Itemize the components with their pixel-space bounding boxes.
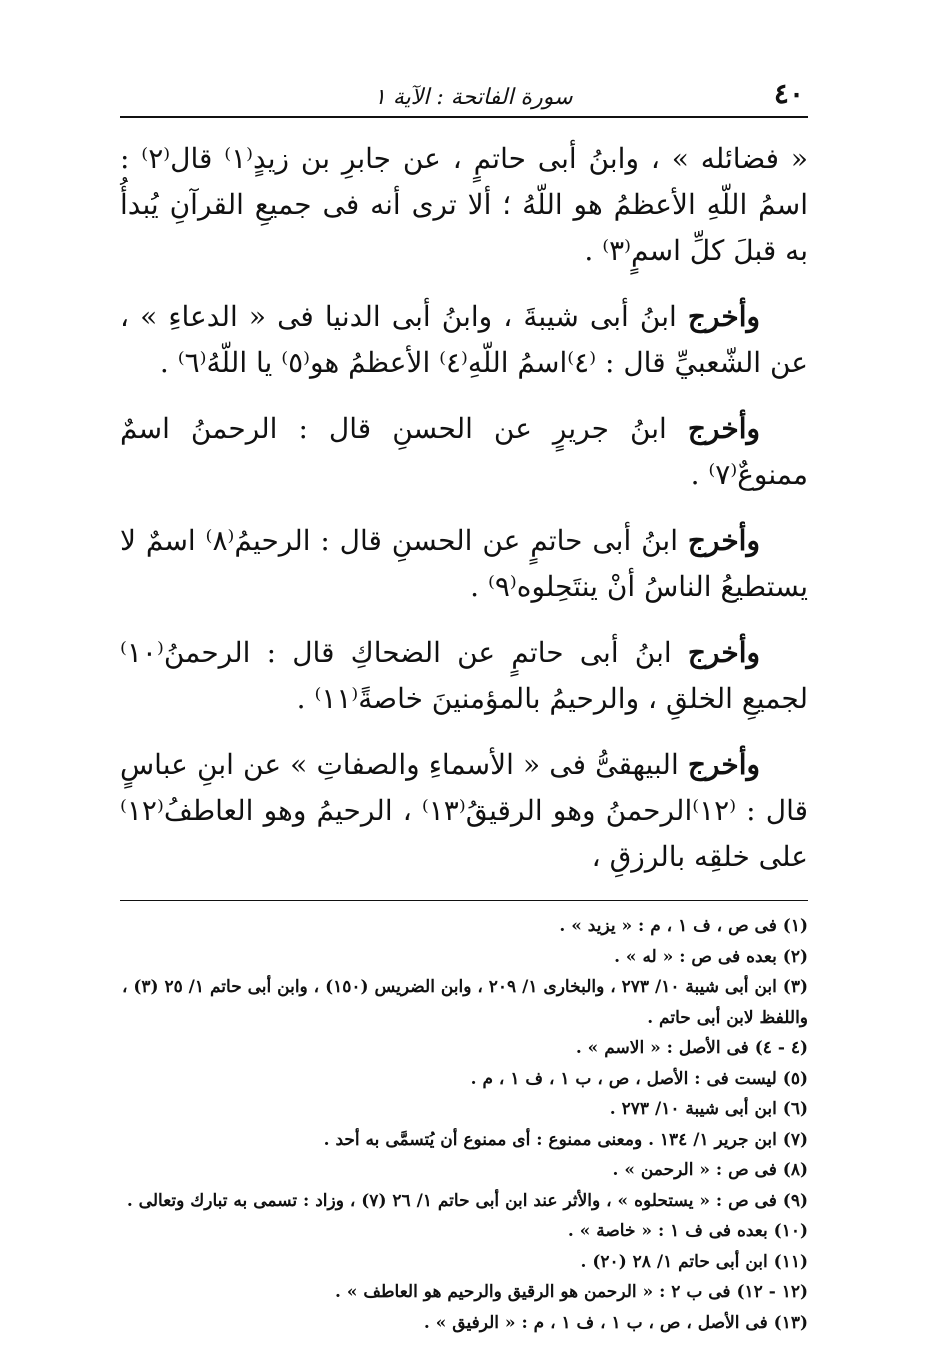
paragraph [120, 630, 808, 722]
paragraph-lead: وأخرج [687, 748, 760, 781]
footnote: (٤ - ٤) فى الأصل : « الاسم » . [575, 1038, 808, 1058]
main-text [120, 136, 808, 880]
book-page [120, 60, 808, 1338]
footnote: (٥) ليست فى : الأصل ، ص ، ب ١ ، ف ١ ، م . [470, 1068, 808, 1089]
footnote: (٣) ابن أبى شيبة ١٠/ ٢٧٣ ، والبخارى ١/ ٢٠٩ ، وابن الضريس (١٥٠) ، وابن أبى حاتم ١/ ٢٥ (٣) ، واللفظ لابن أبى حاتم . [121, 977, 808, 1028]
paragraph-text: ابنُ أبى شيبةَ ، وابنُ أبى الدنيا فى « الدعاءِ » ، عن الشّعبيِّ قال : ⁽٤⁾اسمُ اللّهِ⁽٤⁾ الأعظمُ هو⁽٥⁾ يا اللّهُ⁽٦⁾ . [120, 300, 808, 379]
paragraph-lead: وأخرج [687, 524, 760, 557]
paragraph-text: البيهقىُّ فى « الأسماءِ والصفاتِ » عن ابنِ عباسٍ قال : ⁽١٢⁾الرحمنُ وهو الرقيقُ⁽١٣⁾ ، الرحيمُ وهو العاطفُ⁽١٢⁾ على خلقِه بالرزقِ ، [120, 748, 808, 873]
footnote-divider [120, 900, 808, 901]
paragraph-text: « فضائله » ، وابنُ أبى حاتمٍ ، عن جابرِ بن زيدٍ⁽١⁾ قال⁽٢⁾ : اسمُ اللّهِ الأعظمُ هو اللّهُ ؛ ألا ترى أنه فى جميعِ القرآنِ يُبدأُ به قبلَ كلِّ اسمٍ⁽٣⁾ . [120, 142, 808, 267]
footnote: (١٣) فى الأصل ، ص ، ب ١ ، ف ١ ، م : « الرفيق » . [423, 1312, 808, 1333]
paragraph-text: ابنُ أبى حاتمٍ عن الحسنِ قال : الرحيمُ⁽٨⁾ اسمٌ لا يستطيعُ الناسُ أنْ ينتَحِلوه⁽٩⁾ . [120, 524, 808, 603]
running-title: سورة الفاتحة : الآية ١ [374, 85, 573, 110]
footnote: (٩) فى ص : « يستحلوه » ، والأثر عند ابن أبى حاتم ١/ ٢٦ (٧) ، وزاد : تسمى به تبارك وتعالى . [126, 1190, 808, 1211]
paragraph-lead: وأخرج [687, 412, 760, 445]
footnote: (٢) بعده فى ص : « له » . [614, 946, 808, 967]
paragraph [120, 518, 808, 610]
footnote: (٧) ابن جرير ١/ ١٣٤ . ومعنى ممنوع : أى ممنوع أن يُتسمَّى به أحد . [323, 1129, 808, 1150]
footnotes [120, 911, 808, 1338]
footnote: (٦) ابن أبى شيبة ١٠/ ٢٧٣ . [609, 1099, 808, 1119]
footnote: (٨) فى ص : « الرحمن » . [612, 1160, 808, 1180]
paragraph-lead: وأخرج [687, 300, 760, 333]
paragraph-text: ابنُ أبى حاتمٍ عن الضحاكِ قال : الرحمنُ⁽١٠⁾ لجميعِ الخلقِ ، والرحيمُ بالمؤمنينَ خاصةً⁽١١⁾ . [120, 636, 808, 715]
footnote: (١٢ - ١٢) فى ب ٢ : « الرحمن هو الرقيق والرحيم هو العاطف » . [335, 1282, 808, 1302]
page-number: ٤٠ [773, 77, 804, 110]
page-header [120, 60, 808, 118]
footnote: (١٠) بعده فى ف ١ : « خاصة » . [567, 1221, 808, 1241]
paragraph [120, 294, 808, 386]
footnote: (١) فى ص ، ف ١ ، م : « يزيد » . [559, 916, 808, 936]
paragraph [120, 742, 808, 880]
paragraph [120, 406, 808, 498]
paragraph-lead: وأخرج [687, 636, 760, 669]
footnote: (١١) ابن أبى حاتم ١/ ٢٨ (٢٠) . [580, 1251, 808, 1272]
paragraph-text: ابنُ جريرٍ عن الحسنِ قال : الرحمنُ اسمٌ ممنوعٌ⁽٧⁾ . [120, 412, 808, 491]
paragraph [120, 136, 808, 274]
